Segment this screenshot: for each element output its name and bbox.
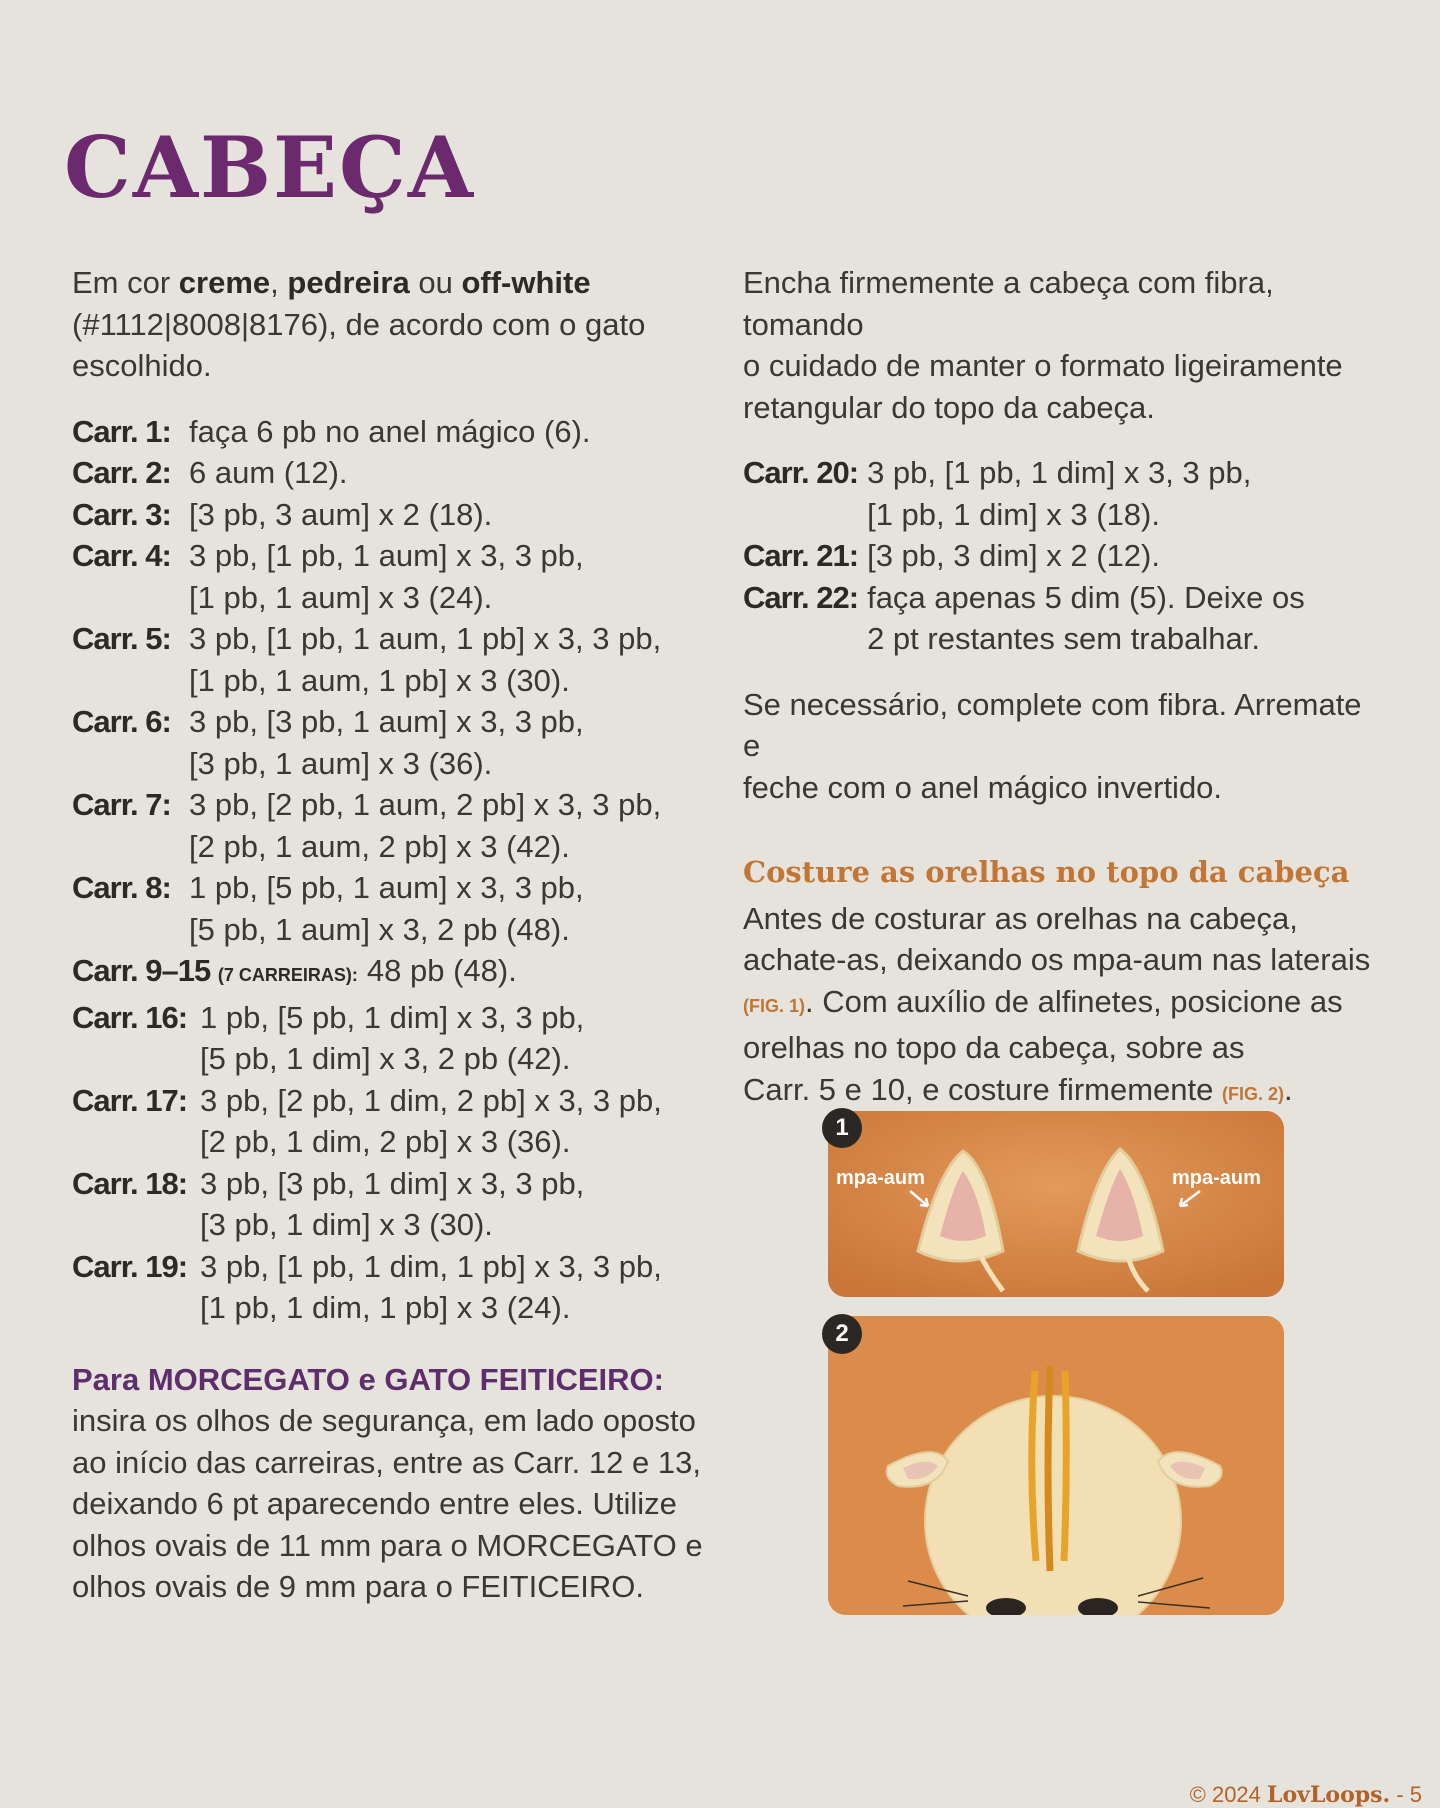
round-row (72, 1080, 712, 1163)
text-line: deixando 6 pt aparecendo entre eles. Utilize (72, 1486, 677, 1521)
fig1-reference: (FIG. 1) (743, 995, 805, 1016)
text-line: insira os olhos de segurança, em lado oposto (72, 1403, 696, 1438)
color-off-white: off-white (461, 265, 591, 300)
round-label: Carr. 16: (72, 999, 188, 1035)
text-line: retangular do topo da cabeça. (743, 389, 1155, 425)
rounds-list (72, 411, 712, 951)
round-instruction: 6 aum (12). (189, 455, 348, 490)
round-instruction: 48 pb (48). (366, 953, 517, 988)
round-row (72, 535, 712, 618)
color-intro (72, 262, 712, 387)
mpa-aum-label-left: mpa-aum (836, 1167, 925, 1189)
round-label: Carr. 21: (743, 538, 859, 573)
fill-paragraph (743, 262, 1383, 428)
figure-2-badge: 2 (822, 1314, 862, 1354)
intro-end: escolhido. (72, 348, 212, 383)
round-instruction: 3 pb, [1 pb, 1 dim] x 3, 3 pb, [1 pb, 1 dim] x 3 (18). (867, 455, 1252, 532)
round-instruction: 3 pb, [1 pb, 1 aum, 1 pb] x 3, 3 pb, [1 pb, 1 aum, 1 pb] x 3 (30). (189, 621, 662, 698)
mpa-aum-label-right: mpa-aum (1172, 1167, 1261, 1189)
figure-1-ears-photo (828, 1111, 1284, 1297)
round-label: Carr. 18: (72, 1165, 188, 1201)
round-instruction: 1 pb, [5 pb, 1 dim] x 3, 3 pb, [5 pb, 1 dim] x 3, 2 pb (42). (200, 999, 585, 1076)
head-illustration (828, 1316, 1284, 1615)
text-line: Encha firmemente a cabeça com fibra, tomando (743, 265, 1274, 342)
brand-logo-text: LovLoops. (1267, 1782, 1391, 1808)
round-label: Carr. 20: (743, 455, 859, 490)
round-label: Carr. 9–15 (7 CARREIRAS): (72, 953, 358, 988)
round-label: Carr. 19: (72, 1248, 188, 1284)
page-title: CABEÇA (64, 118, 476, 217)
figure-2-head-photo (828, 1316, 1284, 1615)
round-instruction: [3 pb, 3 aum] x 2 (18). (189, 496, 493, 532)
round-label: Carr. 1: (72, 413, 171, 449)
round-row (72, 411, 712, 453)
round-instruction: 3 pb, [3 pb, 1 dim] x 3, 3 pb, [3 pb, 1 dim] x 3 (30). (200, 1165, 585, 1242)
text-line: o cuidado de manter o formato ligeiramente (743, 348, 1343, 383)
figure-1-badge: 1 (822, 1108, 862, 1148)
round-label: Carr. 22: (743, 579, 859, 615)
ears-illustration (828, 1111, 1284, 1297)
round-instruction: [3 pb, 3 dim] x 2 (12). (867, 538, 1160, 573)
round-row (72, 867, 712, 950)
copyright: © 2024 (1189, 1782, 1268, 1807)
round-row (72, 1246, 712, 1329)
special-heading: Para MORCEGATO e GATO FEITICEIRO: (72, 1361, 664, 1397)
round-row (72, 618, 712, 701)
round-instruction: 1 pb, [5 pb, 1 aum] x 3, 3 pb, [5 pb, 1 aum] x 3, 2 pb (48). (189, 870, 584, 947)
round-row (72, 452, 712, 494)
round-instruction: 3 pb, [1 pb, 1 dim, 1 pb] x 3, 3 pb, [1 pb, 1 dim, 1 pb] x 3 (24). (200, 1248, 662, 1325)
round-row (72, 1163, 712, 1246)
rounds-list (72, 997, 712, 1329)
round-instruction: faça 6 pb no anel mágico (6). (189, 413, 591, 449)
special-instructions (72, 1400, 712, 1608)
round-instruction: 3 pb, [1 pb, 1 aum] x 3, 3 pb, [1 pb, 1 aum] x 3 (24). (189, 538, 584, 615)
round-row (743, 535, 1383, 577)
text-line: Se necessário, complete com fibra. Arremate e (743, 686, 1362, 763)
round-label: Carr. 4: (72, 538, 171, 573)
intro-prefix: Em cor (72, 265, 179, 300)
round-label: Carr. 2: (72, 455, 171, 490)
text-line: olhos ovais de 11 mm para o MORCEGATO e (72, 1527, 703, 1563)
color-pedreira: pedreira (287, 265, 410, 300)
round-label: Carr. 8: (72, 870, 171, 905)
right-column (743, 262, 1383, 1115)
ears-paragraph: Antes de costurar as orelhas na cabeça, achate-as, deixando os mpa-aum nas laterais (FIG. 1). Com auxílio de alfinetes, posicione as orelhas no topo da cabeça, sobre as Carr. 5 e 10, e costure firmemente (FIG. 2). (743, 900, 1371, 1107)
round-row (743, 452, 1383, 535)
color-creme: creme (178, 265, 271, 300)
round-row (743, 577, 1383, 660)
round-row (72, 701, 712, 784)
intro-sep: , (270, 265, 288, 300)
round-row (72, 950, 712, 997)
round-row (72, 997, 712, 1080)
page-number: - 5 (1390, 1782, 1422, 1807)
round-instruction: faça apenas 5 dim (5). Deixe os 2 pt restantes sem trabalhar. (867, 579, 1305, 656)
round-label: Carr. 3: (72, 496, 171, 532)
round-instruction: 3 pb, [2 pb, 1 aum, 2 pb] x 3, 3 pb, [2 pb, 1 aum, 2 pb] x 3 (42). (189, 787, 662, 864)
fig2-reference: (FIG. 2) (1222, 1083, 1284, 1104)
round-instruction: 3 pb, [3 pb, 1 aum] x 3, 3 pb, [3 pb, 1 aum] x 3 (36). (189, 704, 584, 781)
round-label: Carr. 5: (72, 621, 171, 656)
rounds-list (743, 452, 1383, 660)
round-label: Carr. 6: (72, 704, 171, 739)
round-label: Carr. 7: (72, 787, 171, 822)
finish-paragraph (743, 684, 1383, 809)
text-line: ao início das carreiras, entre as Carr. 12 e 13, (72, 1444, 701, 1480)
round-instruction: 3 pb, [2 pb, 1 dim, 2 pb] x 3, 3 pb, [2 pb, 1 dim, 2 pb] x 3 (36). (200, 1082, 662, 1159)
round-row (72, 784, 712, 867)
round-row (72, 494, 712, 536)
ears-section-title: Costure as orelhas no topo da cabeça (743, 855, 1350, 889)
color-codes: (#1112|8008|8176), de acordo com o gato (72, 306, 646, 342)
intro-sep: ou (409, 265, 462, 300)
round-label: Carr. 17: (72, 1082, 188, 1118)
text-line: feche com o anel mágico invertido. (743, 769, 1223, 805)
page-footer (1190, 1782, 1422, 1808)
text-line: olhos ovais de 9 mm para o FEITICEIRO. (72, 1569, 644, 1604)
left-column (72, 262, 712, 1608)
